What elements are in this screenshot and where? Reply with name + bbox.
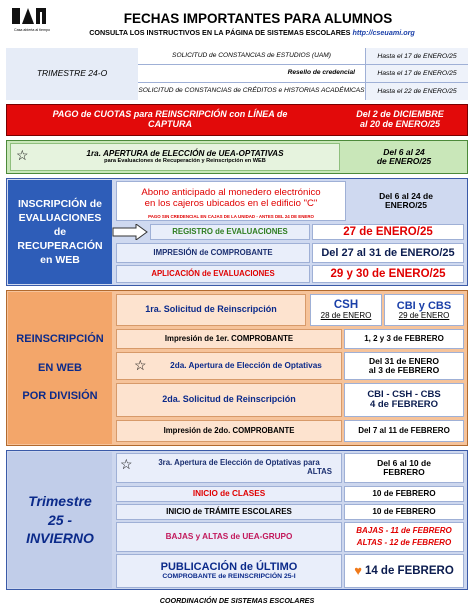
pago-cuotas-date: [336, 106, 464, 134]
r2-date: 1, 2 y 3 de FEBRERO: [364, 333, 444, 343]
cbi-cell: [384, 294, 464, 326]
impresion-label: IMPRESIÓN de COMPROBANTE: [153, 247, 273, 257]
left-line: Trimestre: [28, 492, 92, 509]
s6-r2-date: 10 de FEBRERO: [372, 489, 436, 499]
abono-date1: Del 6 al 24 de: [379, 190, 433, 201]
s1-row-constancias-creditos: [138, 83, 468, 100]
r5-label: Impresión de 2do. COMPROBANTE: [163, 425, 295, 435]
left-line: REINSCRIPCIÓN: [16, 333, 104, 346]
apertura-1-date1: Del 6 al 24: [383, 146, 425, 157]
left-line: EN WEB: [38, 361, 82, 374]
s1-row-date: Hasta el 17 de ENERO/25: [366, 48, 468, 64]
star-icon: ☆: [120, 456, 133, 472]
left-line: INVIERNO: [26, 530, 94, 547]
pago-cuotas-date1: Del 2 de DICIEMBRE: [356, 109, 444, 120]
page-subtitle: [32, 28, 472, 37]
logo-caption: Casa abierta al tiempo: [14, 28, 50, 32]
r4-date2: 4 de FEBRERO: [369, 399, 439, 410]
abono-date2: ENERO/25: [384, 200, 428, 210]
r5-date: Del 7 al 11 de FEBRERO: [358, 425, 450, 435]
r3-date1: Del 31 de ENERO: [369, 355, 439, 366]
left-line: EVALUACIONES: [18, 211, 102, 224]
abono-notice: [116, 181, 346, 217]
s6-r3-date: 10 de FEBRERO: [372, 507, 436, 517]
left-line: 25 -: [47, 511, 73, 528]
apertura-1-line2: para Evaluaciones de Recuperación y Reinscripción en WEB: [104, 158, 266, 165]
s6-r4-date: [344, 522, 464, 552]
arrow-right-icon: [112, 224, 148, 240]
abono-date: [348, 181, 464, 221]
apertura-1-date: [344, 143, 464, 171]
pago-cuotas-line1: PAGO de CUOTAS para REINSCRIPCIÓN con LÍNEA de: [52, 109, 288, 120]
impresion-date: Del 27 al 31 de ENERO/25: [321, 246, 455, 259]
footer-text: COORDINACIÓN DE SISTEMAS ESCOLARES: [159, 596, 315, 605]
s6-r1-date1: Del 6 al 10 de: [377, 457, 431, 468]
s1-row-constancias-estudios: [138, 48, 468, 65]
s6-r5-label: [116, 554, 342, 588]
csh-cell: [310, 294, 382, 326]
apertura-1-text: [32, 143, 338, 171]
reinscripcion-left-label: [8, 292, 112, 444]
pago-cuotas-date2: al 20 de ENERO/25: [359, 119, 441, 129]
r3-date: [344, 352, 464, 380]
subtitle-text: CONSULTA LOS INSTRUCTIVOS EN LA PÁGINA DE SISTEMAS ESCOLARES: [89, 28, 351, 37]
left-line: en WEB: [40, 254, 80, 267]
s6-r2-label: INICIO de CLASES: [192, 489, 266, 499]
pago-cuotas-text: [8, 106, 332, 134]
registro-label: REGISTRO de EVALUACIONES: [172, 226, 288, 236]
r1-label: 1ra. Solicitud de Reinscripción: [145, 304, 277, 315]
abono-notice-line2: en los cajeros ubicados en el edificio "C": [144, 198, 318, 209]
s6-r5-line1: PUBLICACIÓN de ÚLTIMO: [160, 561, 298, 574]
star-icon: ☆: [134, 357, 147, 373]
r3-date2: al 3 de FEBRERO: [368, 365, 440, 375]
star-icon: ☆: [16, 147, 29, 163]
s6-r1-line2: ALTAS: [307, 467, 332, 476]
abono-notice-small: PAGO SIN CREDENCIAL EN CAJAS DE LA UNIDAD - ANTES DEL 24 DE ENERO: [148, 214, 314, 219]
r4-date1: CBI - CSH - CBS: [367, 388, 441, 400]
subtitle-link[interactable]: http://cseuami.org: [352, 28, 415, 37]
csh-label: CSH: [333, 299, 359, 312]
aplicacion-label: APLICACIÓN de EVALUACIONES: [151, 268, 275, 278]
apertura-1-date2: de ENERO/25: [376, 156, 432, 166]
csh-date: 28 de ENERO: [320, 310, 372, 320]
registro-date: 27 de ENERO/25: [343, 225, 433, 238]
trimestre-25i-label: [8, 452, 112, 588]
s6-r4-label: BAJAS y ALTAS de UEA-GRUPO: [165, 532, 293, 542]
heart-icon: ♥: [354, 562, 362, 578]
s6-r5-date: 14 de FEBRERO: [364, 564, 454, 577]
s1-row-desc: Resello de credencial: [138, 65, 366, 81]
left-line: de: [53, 225, 67, 238]
s1-row-date: Hasta el 17 de ENERO/25: [366, 65, 468, 81]
evaluaciones-left-label: [8, 180, 112, 284]
r3-label: 2da. Apertura de Elección de Optativas: [170, 361, 322, 371]
s6-r1-line1: 3ra. Apertura de Elección de Optativas para: [158, 458, 320, 468]
s6-r1-date: [344, 453, 464, 483]
left-line: INSCRIPCIÓN de: [17, 197, 102, 210]
abono-notice-line1: Abono anticipado al monedero electrónico: [141, 187, 321, 199]
s6-r5-line2: COMPROBANTE de REINSCRIPCIÓN 25-I: [162, 573, 296, 581]
s6-r4-date2: ALTAS - 12 de FEBRERO: [356, 538, 452, 547]
s6-r3-label: INICIO de TRÁMITE ESCOLARES: [166, 506, 292, 516]
cbi-date: 29 de ENERO: [398, 310, 450, 320]
s1-row-date: Hasta el 22 de ENERO/25: [366, 83, 468, 100]
s6-r5-date-cell: [344, 554, 464, 588]
page-title: FECHAS IMPORTANTES PARA ALUMNOS: [123, 11, 393, 26]
s1-row-resello: [138, 65, 468, 82]
trimestre-24o-label: TRIMESTRE 24-O: [6, 48, 138, 100]
aplicacion-date: 29 y 30 de ENERO/25: [330, 267, 446, 280]
s1-row-desc: SOLICITUD de CONSTANCIAS de CRÉDITOS e HISTORIAS ACADÉMICAS: [138, 83, 366, 100]
pago-cuotas-line2: CAPTURA: [148, 119, 192, 129]
s6-r4-date1: BAJAS - 11 de FEBRERO: [356, 526, 452, 535]
s6-r1-date2: FEBRERO: [383, 467, 425, 477]
s6-r1-label: [136, 453, 342, 483]
r4-label: 2da. Solicitud de Reinscripción: [162, 394, 296, 405]
cbi-label: CBI y CBS: [396, 299, 452, 312]
r2-label: Impresión de 1er. COMPROBANTE: [164, 333, 294, 343]
r4-date: [344, 383, 464, 417]
left-line: RECUPERACIÓN: [17, 240, 103, 253]
s1-row-desc: SOLICITUD de CONSTANCIAS de ESTUDIOS (UAM): [138, 48, 366, 64]
apertura-1-line1: 1ra. APERTURA de ELECCIÓN de UEA-OPTATIVAS: [86, 149, 284, 159]
left-line: POR DIVISIÓN: [22, 390, 98, 403]
